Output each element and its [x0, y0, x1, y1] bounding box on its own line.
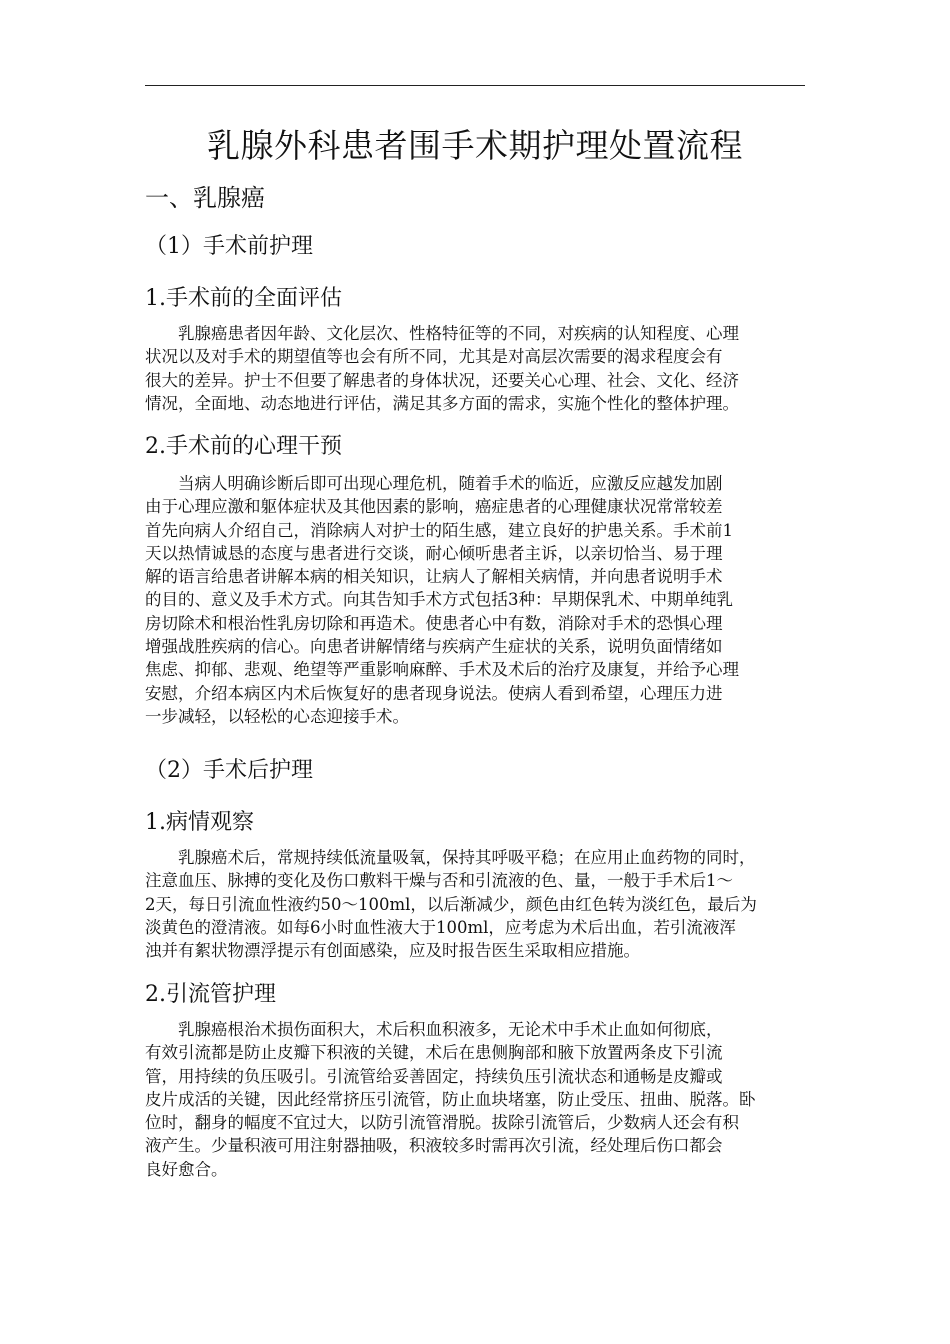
paragraph-line: 状况以及对手术的期望值等也会有所不同，尤其是对高层次需要的渴求程度会有 [145, 347, 723, 367]
paragraph-line: 良好愈合。 [145, 1159, 228, 1179]
subsection-heading-pre-op: （1）手术前护理 [145, 234, 313, 259]
paragraph-drainage-care [145, 1018, 807, 1181]
paragraph-pre-op-psych [145, 472, 807, 728]
paragraph-line: 安慰，介绍本病区内术后恢复好的患者现身说法。使病人看到希望，心理压力进 [145, 683, 723, 703]
paragraph-line: 2天，每日引流血性液约50～100ml，以后渐减少，颜色由红色转为淡红色，最后为 [145, 894, 757, 914]
paragraph-line: 乳腺癌术后，常规持续低流量吸氧，保持其呼吸平稳；在应用止血药物的同时， [145, 848, 756, 867]
paragraph-line: 乳腺癌根治术损伤面积大，术后积血积液多，无论术中手术止血如何彻底， [145, 1020, 723, 1039]
paragraph-line: 液产生。少量积液可用注射器抽吸，积液较多时需再次引流，经处理后伤口都会 [145, 1136, 723, 1156]
document-title: 乳腺外科患者围手术期护理处置流程 [207, 126, 743, 165]
paragraph-line: 管，用持续的负压吸引。引流管给妥善固定，持续负压引流状态和通畅是皮瓣或 [145, 1066, 723, 1086]
header-rule [145, 85, 805, 86]
section-heading-breast-cancer: 一、乳腺癌 [145, 184, 265, 212]
paragraph-line: 有效引流都是防止皮瓣下积液的关键，术后在患侧胸部和腋下放置两条皮下引流 [145, 1043, 723, 1063]
paragraph-line: 皮片成活的关键，因此经常挤压引流管，防止血块堵塞，防止受压、扭曲、脱落。卧 [145, 1089, 756, 1109]
paragraph-line: 首先向病人介绍自己，消除病人对护士的陌生感，建立良好的护患关系。手术前1 [145, 520, 733, 540]
paragraph-line: 注意血压、脉搏的变化及伤口敷料干燥与否和引流液的色、量，一般于手术后1～ [145, 871, 733, 891]
paragraph-condition-observation [145, 846, 807, 962]
paragraph-line: 增强战胜疾病的信心。向患者讲解情绪与疾病产生症状的关系，说明负面情绪如 [145, 637, 723, 657]
paragraph-line: 当病人明确诊断后即可出现心理危机，随着手术的临近，应激反应越发加剧 [145, 474, 723, 493]
paragraph-line: 由于心理应激和躯体症状及其他因素的影响，癌症患者的心理健康状况常常较差 [145, 497, 723, 517]
paragraph-line: 情况，全面地、动态地进行评估，满足其多方面的需求，实施个性化的整体护理。 [145, 393, 739, 413]
paragraph-line: 的目的、意义及手术方式。向其告知手术方式包括3种：早期保乳术、中期单纯乳 [145, 590, 733, 610]
item-heading-condition-observation: 1.病情观察 [145, 810, 254, 835]
paragraph-line: 很大的差异。护士不但要了解患者的身体状况，还要关心心理、社会、文化、经济 [145, 370, 739, 390]
paragraph-line: 位时，翻身的幅度不宜过大，以防引流管滑脱。拔除引流管后，少数病人还会有积 [145, 1113, 739, 1133]
paragraph-line: 淡黄色的澄清液。如每6小时血性液大于100ml，应考虑为术后出血，若引流液浑 [145, 917, 736, 937]
item-heading-drainage-care: 2.引流管护理 [145, 982, 276, 1007]
paragraph-pre-op-assessment [145, 322, 807, 415]
paragraph-line: 解的语言给患者讲解本病的相关知识，让病人了解相关病情，并向患者说明手术 [145, 567, 723, 587]
item-heading-pre-op-assessment: 1.手术前的全面评估 [145, 286, 342, 311]
paragraph-line: 浊并有絮状物漂浮提示有创面感染，应及时报告医生采取相应措施。 [145, 941, 640, 961]
paragraph-line: 焦虑、抑郁、悲观、绝望等严重影响麻醉、手术及术后的治疗及康复，并给予心理 [145, 660, 739, 680]
paragraph-line: 天以热情诚恳的态度与患者进行交谈，耐心倾听患者主诉，以亲切恰当、易于理 [145, 543, 723, 563]
item-heading-pre-op-psych: 2.手术前的心理干预 [145, 434, 342, 459]
paragraph-line: 一步减轻，以轻松的心态迎接手术。 [145, 706, 409, 726]
subsection-heading-post-op: （2）手术后护理 [145, 758, 313, 783]
paragraph-line: 房切除术和根治性乳房切除和再造术。使患者心中有数，消除对手术的恐惧心理 [145, 613, 723, 633]
paragraph-line: 乳腺癌患者因年龄、文化层次、性格特征等的不同，对疾病的认知程度、心理 [145, 324, 739, 343]
